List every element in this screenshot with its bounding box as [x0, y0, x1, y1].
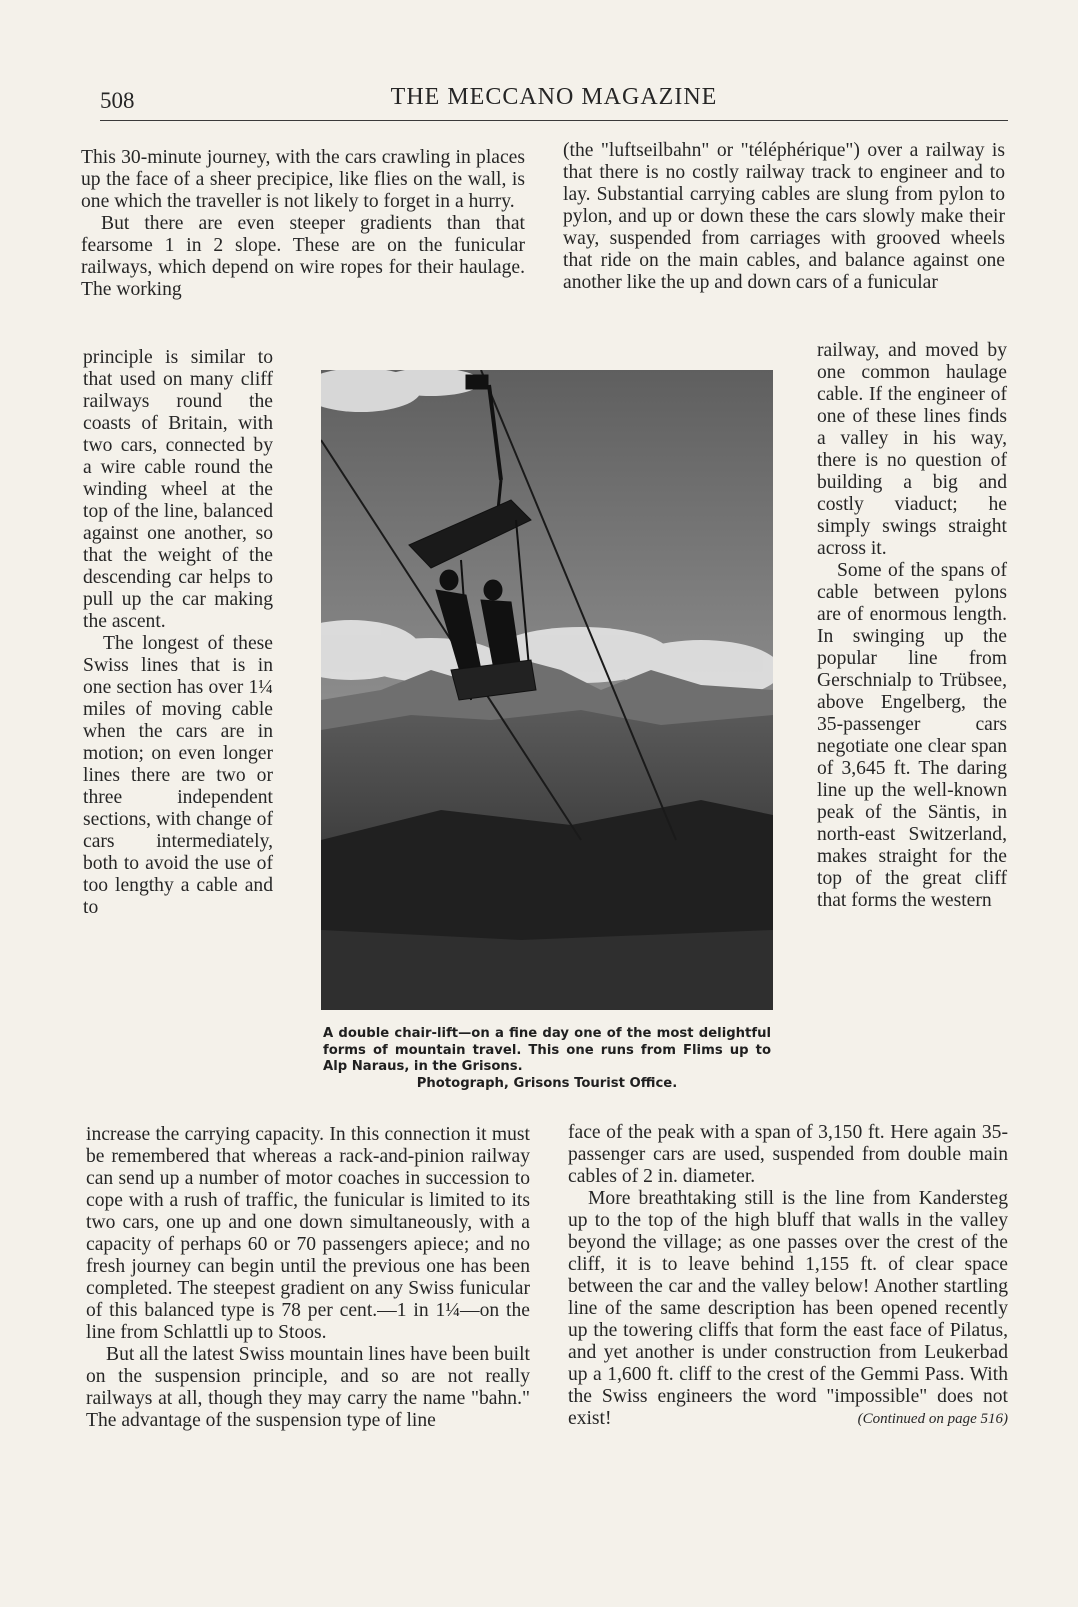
paragraph: The longest of these Swiss lines that is in one section has over 1¼ miles of moving cable when the cars are in motion; on even longer lines there are two or three independent sections, with change of cars intermediately, both to avoid the use of too lengthy a cable and to — [83, 633, 273, 918]
header-rule — [100, 120, 1008, 121]
chair-lift-photo-illustration — [321, 370, 773, 1010]
paragraph: (the "luftseilbahn" or "téléphérique") over a railway is that there is no costly railway track to engineer and to lay. Substantial carrying cables are slung from pylon to pylon, and up or down these the cars slowly make their way, suspended from carriages with grooved wheels that ride on the main cables, and balance against one another like the up and down cars of a funicular — [563, 140, 1005, 293]
page-number: 508 — [100, 88, 135, 113]
photo-caption — [323, 1026, 771, 1092]
paragraph: principle is similar to that used on many cliff railways round the coasts of Britain, with two cars, connected by a wire cable round the winding wheel at the top of the line, balanced against one another, so that the weight of the descending car helps to pull up the car making the ascent. — [83, 347, 273, 632]
right-column-bottom — [568, 1122, 1008, 1430]
paragraph: But all the latest Swiss mountain lines have been built on the suspension principle, and so are not really railways at all, though they may carry the name "bahn." The advantage of the suspension type of line — [86, 1344, 530, 1431]
photo-credit: Photograph, Grisons Tourist Office. — [416, 1075, 678, 1091]
paragraph-text: More breathtaking still is the line from Kandersteg up to the top of the high bluff that walls in the valley beyond the village; as one passes over the crest of the cliff, it is to leave behind 1,155 ft. of clear space between the car and the valley below! Another startling line of the same description has been opened recently up the towering cliffs that form the east face of Pilatus, and yet another is under construction from Leukerbad up a 1,600 ft. cliff to the crest of the Gemmi Pass. With the Swiss engineers the word "impossible" does not exist! — [568, 1188, 1008, 1429]
left-column-narrow — [83, 347, 273, 919]
paragraph: increase the carrying capacity. In this connection it must be remembered that whereas a rack-and-pinion railway can send up a number of motor coaches in succession to cope with a rush of traffic, the funicular is limited to its two cars, one up and one down simultaneously, with a capacity of perhaps 60 or 70 passengers apiece; and no fresh journey can begin until the previous one has been completed. The steepest gradient on any Swiss funicular of this balanced type is 78 per cent.—1 in 1¼—on the line from Schlattli up to Stoos. — [86, 1124, 530, 1343]
left-column-bottom — [86, 1124, 530, 1432]
paragraph: This 30-minute journey, with the cars crawling in places up the face of a sheer precipice, like flies on the wall, is one which the traveller is not likely to forget in a hurry. — [81, 147, 525, 212]
magazine-title: THE MECCANO MAGAZINE — [390, 84, 718, 110]
paragraph: railway, and moved by one common haulage cable. If the engineer of one of these lines finds a valley in his way, there is no question of building a big and costly viaduct; he simply swings straight across it. — [817, 340, 1007, 559]
page-header — [100, 84, 1008, 118]
left-column-top — [81, 147, 525, 301]
paragraph: Some of the spans of cable between pylons are of enormous length. In swinging up the popular line from Gerschnialp to Trübsee, above Engelberg, the 35-passenger cars negotiate one clear span of 3,645 ft. The daring line up the well-known peak of the Säntis, in north-east Switzerland, makes straight for the top of the great cliff that forms the western — [817, 560, 1007, 911]
chair-lift-photograph — [321, 370, 773, 1010]
paragraph: face of the peak with a span of 3,150 ft. Here again 35-passenger cars are used, suspended from double main cables of 2 in. diameter. — [568, 1122, 1008, 1187]
right-column-top — [563, 140, 1005, 294]
paragraph: But there are even steeper gradients than that fearsome 1 in 2 slope. These are on the funicular railways, which depend on wire ropes for their haulage. The working — [81, 213, 525, 300]
right-column-narrow — [817, 340, 1007, 912]
continued-note: (Continued on page 516) — [857, 1411, 1008, 1427]
caption-text: A double chair-lift—on a fine day one of the most delightful forms of mountain travel. This one runs from Flims up to Alp Naraus, in the Grisons. — [323, 1026, 771, 1074]
paragraph — [568, 1188, 1008, 1430]
